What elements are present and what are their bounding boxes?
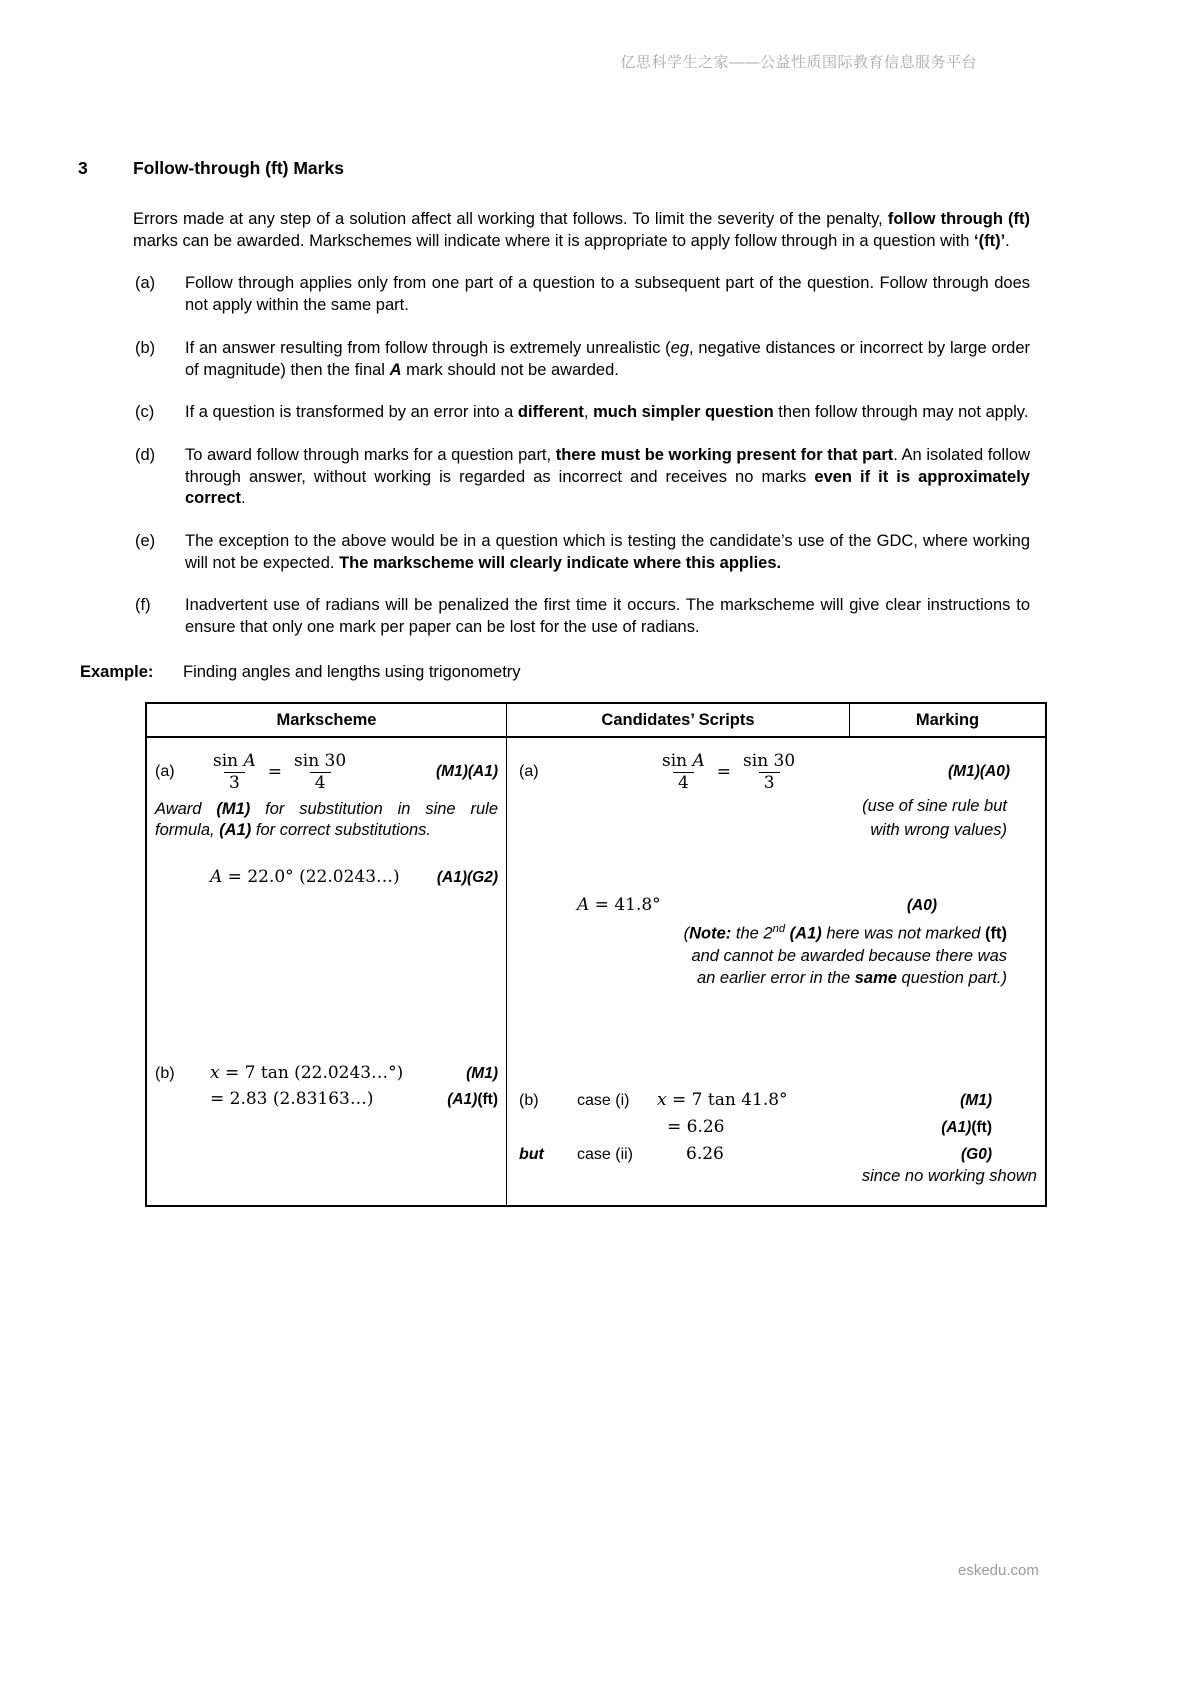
list-item-b — [135, 338, 1030, 381]
column-header-markscheme: Markscheme — [147, 704, 507, 736]
example-text: Finding angles and lengths using trigonometry — [183, 662, 521, 681]
mark-annotation: (M1) — [960, 1091, 992, 1109]
mark-annotation: (A0) — [906, 896, 937, 914]
fraction-denominator: 4 — [310, 772, 331, 793]
example-label: Example: — [80, 662, 154, 681]
list-item-d — [135, 445, 1030, 510]
answer-math: A = 41.8° — [577, 894, 661, 915]
marking-comment: (use of sine rule but — [862, 796, 1007, 815]
item-text: To award follow through marks for a question part, there must be working present for that part. An isolated follow through answer, without working is regarded as incorrect and receives no marks even if it is approximately correct. — [185, 445, 1030, 508]
item-label: (b) — [135, 338, 156, 357]
markscheme-cell — [147, 738, 507, 1205]
case-line — [519, 1090, 1037, 1110]
fraction-numerator: sin A — [213, 750, 256, 771]
item-text: Follow through applies only from one part of a question to a subsequent part of the question. Follow through does not apply within the same part. — [185, 274, 1030, 315]
section-number: 3 — [78, 158, 88, 178]
list-item-f — [135, 595, 1030, 638]
markscheme-part-a — [155, 752, 498, 793]
fraction — [289, 752, 351, 793]
fraction-numerator: sin 30 — [743, 750, 796, 771]
candidate-part-a — [519, 752, 1037, 793]
case-line — [519, 1117, 1037, 1137]
equals-sign: = — [267, 762, 283, 783]
part-label: (b) — [155, 1064, 175, 1082]
part-label: (a) — [155, 763, 175, 781]
working-line — [155, 1089, 498, 1109]
item-text: If an answer resulting from follow through is extremely unrealistic (eg, negative distances or incorrect by large order of magnitude) then the final A mark should not be awarded. — [185, 338, 1030, 379]
working-math: x = 7 tan (22.0243…°) — [210, 1062, 404, 1083]
fraction-denominator: 4 — [673, 772, 694, 793]
fraction-numerator: sin 30 — [294, 750, 347, 771]
fraction — [738, 752, 800, 793]
fraction — [657, 752, 710, 793]
answer-math: A = 22.0° (22.0243…) — [210, 866, 400, 887]
case-line — [519, 1144, 1037, 1164]
part-label: (b) — [519, 1091, 539, 1109]
item-label: (c) — [135, 403, 155, 422]
top-watermark: 亿思科学生之家——公益性质国际教育信息服务平台 — [620, 54, 977, 71]
bottom-watermark: eskedu.com — [958, 1562, 1039, 1579]
working-line — [155, 1063, 498, 1083]
item-label: (f) — [135, 596, 151, 615]
marking-note-line: an earlier error in the same question part.) — [696, 969, 1007, 988]
intro-paragraph: Errors made at any step of a solution affect all working that follows. To limit the severity of the penalty, follow through (ft) marks can be awarded. Markschemes will indicate where it is appropriate to apply follow through in a question with ‘(ft)’. — [133, 210, 1030, 250]
item-text: If a question is transformed by an error into a different, much simpler question then follow through may not apply. — [185, 403, 1029, 422]
case-math: x = 7 tan 41.8° — [657, 1089, 788, 1110]
candidate-part-b — [519, 1090, 1037, 1186]
case-label: case (i) — [577, 1091, 630, 1109]
case-math: 6.26 — [686, 1143, 724, 1164]
section-title: Follow-through (ft) Marks — [133, 158, 344, 178]
mark-annotation: (A1)(ft) — [447, 1090, 498, 1108]
working-math: = 2.83 (2.83163…) — [210, 1088, 374, 1109]
mark-annotation: (M1)(A0) — [948, 763, 1010, 781]
table-body — [147, 738, 1045, 1205]
list-item-c — [135, 402, 1030, 424]
fraction-denominator: 3 — [224, 772, 245, 793]
marking-note-line: (Note: the 2nd (A1) here was not marked (ft) — [683, 922, 1007, 943]
fraction-denominator: 3 — [759, 772, 780, 793]
markscheme-answer — [210, 867, 498, 887]
candidate-answer — [519, 895, 1037, 915]
mark-annotation: (A1)(G2) — [436, 868, 498, 886]
candidates-and-marking-cell — [507, 738, 1045, 1205]
item-label: (e) — [135, 532, 156, 551]
example-table — [145, 702, 1047, 1207]
fraction — [208, 752, 261, 793]
marking-footnote: since no working shown — [861, 1166, 1037, 1185]
mark-annotation: (G0) — [961, 1145, 992, 1163]
item-label: (d) — [135, 445, 156, 464]
example-line — [80, 663, 1047, 682]
case-math: = 6.26 — [667, 1116, 725, 1137]
page-content — [78, 158, 1047, 1207]
markscheme-part-b — [155, 1063, 498, 1109]
fraction-numerator: sin A — [662, 750, 705, 771]
award-note: Award (M1) for substitution in sine rule formula, (A1) for correct substitutions. — [155, 799, 498, 839]
marking-note-line: and cannot be awarded because there was — [691, 946, 1007, 965]
table-header-row — [147, 704, 1045, 738]
mark-annotation: (A1)(ft) — [941, 1118, 992, 1136]
equals-sign: = — [716, 762, 732, 783]
case-label: case (ii) — [577, 1145, 634, 1163]
column-header-candidates-scripts: Candidates’ Scripts — [507, 704, 850, 736]
item-label: (a) — [135, 274, 156, 293]
mark-annotation: (M1)(A1) — [436, 763, 498, 781]
sine-rule-equation — [657, 752, 800, 793]
marking-note — [519, 918, 1007, 990]
marking-comment: with wrong values) — [870, 820, 1007, 839]
item-text: Inadvertent use of radians will be penalized the first time it occurs. The markscheme will give clear instructions to ensure that only one mark per paper can be lost for the use of radians. — [185, 596, 1030, 637]
but-label: but — [519, 1145, 544, 1163]
part-label: (a) — [519, 763, 539, 781]
column-header-marking: Marking — [915, 710, 980, 729]
mark-annotation: (M1) — [466, 1064, 498, 1082]
item-text: The exception to the above would be in a question which is testing the candidate’s use of the GDC, where working will not be expected. The markscheme will clearly indicate where this applies. — [185, 532, 1030, 572]
list-item-e — [135, 531, 1030, 574]
sine-rule-equation — [208, 752, 351, 793]
section-heading — [78, 158, 1047, 179]
list-item-a — [135, 273, 1030, 316]
